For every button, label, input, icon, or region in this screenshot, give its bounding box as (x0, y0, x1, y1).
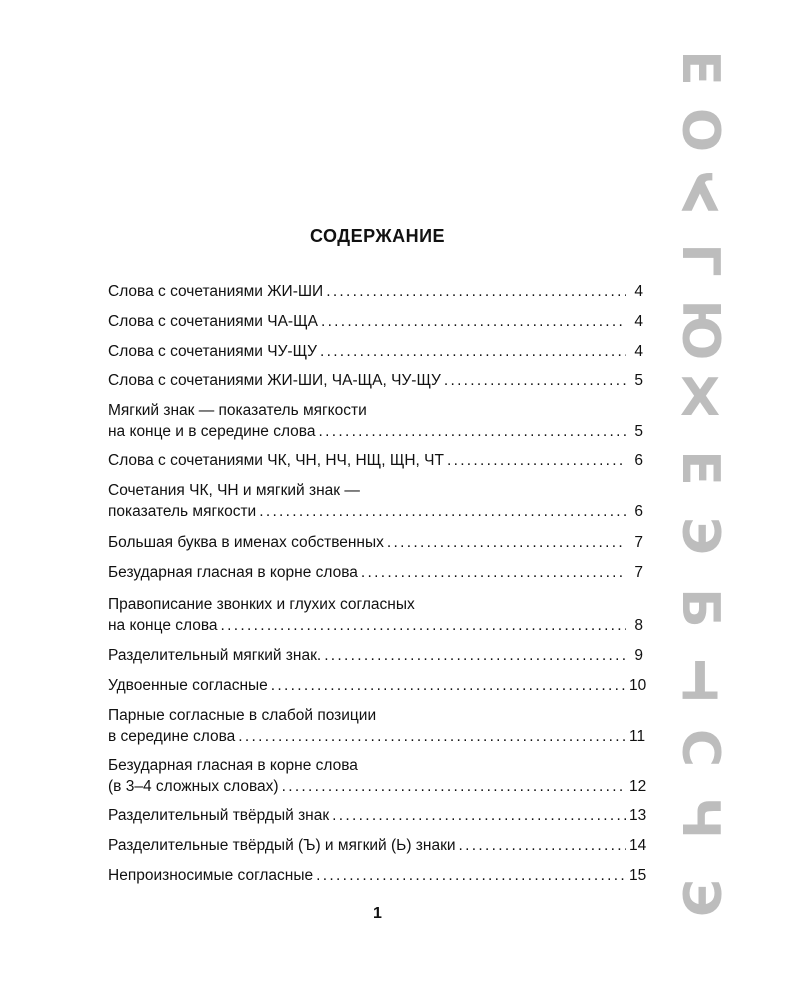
toc-entry-page: 6 (634, 503, 643, 520)
toc-entry (108, 341, 643, 362)
toc-entry (108, 645, 643, 666)
dot-leader (221, 615, 626, 636)
decorative-letters-column (655, 38, 745, 988)
toc-entry-text: показатель мягкости (108, 503, 257, 520)
dot-leader (444, 370, 626, 391)
decorative-letter: Ч (670, 796, 730, 840)
toc-entry (108, 675, 647, 696)
decorative-letter: Э (670, 878, 730, 918)
toc-entry-page: 7 (634, 534, 643, 551)
toc-entry-text: (в 3–4 сложных словах) (108, 778, 279, 795)
toc-entry-text: Большая буква в именах собственных (108, 534, 384, 551)
dot-leader (319, 421, 627, 442)
decorative-letter: Т (682, 648, 718, 708)
toc-entry (108, 450, 643, 471)
toc-entry (108, 281, 643, 302)
toc-entry-page: 9 (634, 647, 643, 664)
toc-entry-page: 12 (629, 778, 647, 795)
toc-entry-page: 10 (629, 677, 647, 694)
dot-leader (238, 726, 626, 747)
dot-leader (326, 281, 626, 302)
dot-leader (387, 532, 626, 553)
toc-entry (108, 562, 643, 583)
toc-entry (108, 705, 646, 747)
toc-entry (108, 370, 643, 391)
dot-leader (259, 501, 626, 522)
toc-entry-text: Непроизносимые согласные (108, 867, 314, 884)
toc-entry-page: 7 (634, 564, 643, 581)
toc-entry-text-line: Правописание звонких и глухих согласных (108, 596, 415, 613)
decorative-letter: Х (679, 368, 721, 428)
toc-entry-text: Слова с сочетаниями ЧА-ЩА (108, 313, 318, 330)
toc-entry (108, 755, 647, 797)
toc-entry-page: 13 (629, 807, 647, 824)
toc-entry-page: 8 (634, 617, 643, 634)
decorative-letter: Б (670, 588, 730, 628)
toc-entry-page: 4 (634, 343, 643, 360)
decorative-letter: Г (670, 243, 730, 277)
page-number: 1 (373, 905, 382, 922)
toc-entry (108, 805, 647, 826)
page-title: СОДЕРЖАНИЕ (309, 226, 446, 246)
toc-entry-text: Слова с сочетаниями ЖИ-ШИ, ЧА-ЩА, ЧУ-ЩУ (108, 372, 441, 389)
toc-entry-page: 6 (634, 452, 643, 469)
toc-entry-text: Удвоенные согласные (108, 677, 268, 694)
dot-leader (320, 341, 626, 362)
decorative-letter: О (670, 107, 730, 153)
decorative-letter: У (679, 160, 721, 220)
toc-entry-text: Слова с сочетаниями ЧУ-ЩУ (108, 343, 317, 360)
toc-entry-text-line: Мягкий знак — показатель мягкости (108, 402, 367, 419)
toc-entry-text: Слова с сочетаниями ЖИ-ШИ (108, 283, 324, 300)
toc-entry (108, 594, 643, 636)
toc-entry-text-line: Сочетания ЧК, ЧН и мягкий знак — (108, 482, 360, 499)
toc-entry-text: Разделительные твёрдый (Ъ) и мягкий (Ь) знаки (108, 837, 456, 854)
dot-leader (459, 835, 626, 856)
toc-entry-page: 14 (629, 837, 647, 854)
toc-entry (108, 400, 643, 442)
toc-entry (108, 480, 643, 522)
toc-entry-text: на конце слова (108, 617, 218, 634)
dot-leader (321, 311, 626, 332)
toc-entry-text: Безударная гласная в корне слова (108, 564, 358, 581)
toc-entry-text: Слова с сочетаниями ЧК, ЧН, НЧ, НЩ, ЩН, ЧТ (108, 452, 444, 469)
dot-leader (447, 450, 626, 471)
toc-entry-text: Разделительный твёрдый знак (108, 807, 330, 824)
decorative-letter: Е (670, 450, 730, 486)
toc-entry-text: в середине слова (108, 728, 236, 745)
toc-entry-text: Разделительный мягкий знак. (108, 647, 322, 664)
toc-entry (108, 311, 643, 332)
toc-entry (108, 835, 647, 856)
dot-leader (271, 675, 626, 696)
toc-entry-page: 4 (634, 283, 643, 300)
toc-entry-page: 5 (634, 423, 643, 440)
toc-entry-text-line: Парные согласные в слабой позиции (108, 707, 377, 724)
dot-leader (332, 805, 626, 826)
decorative-letter: С (670, 728, 730, 768)
decorative-letter: Е (670, 50, 730, 86)
toc-entry-text: на конце и в середине слова (108, 423, 316, 440)
toc-entry-page: 11 (629, 728, 646, 745)
dot-leader (324, 645, 626, 666)
dot-leader (316, 865, 626, 886)
toc-entry-page: 5 (634, 372, 643, 389)
decorative-letter: Ю (670, 299, 730, 361)
toc-entry (108, 532, 643, 553)
decorative-letter: Э (670, 516, 730, 556)
dot-leader (361, 562, 626, 583)
toc-entry (108, 865, 647, 886)
dot-leader (282, 776, 626, 797)
toc-entry-page: 4 (634, 313, 643, 330)
toc-entry-page: 15 (629, 867, 647, 884)
toc-entry-text-line: Безударная гласная в корне слова (108, 757, 358, 774)
